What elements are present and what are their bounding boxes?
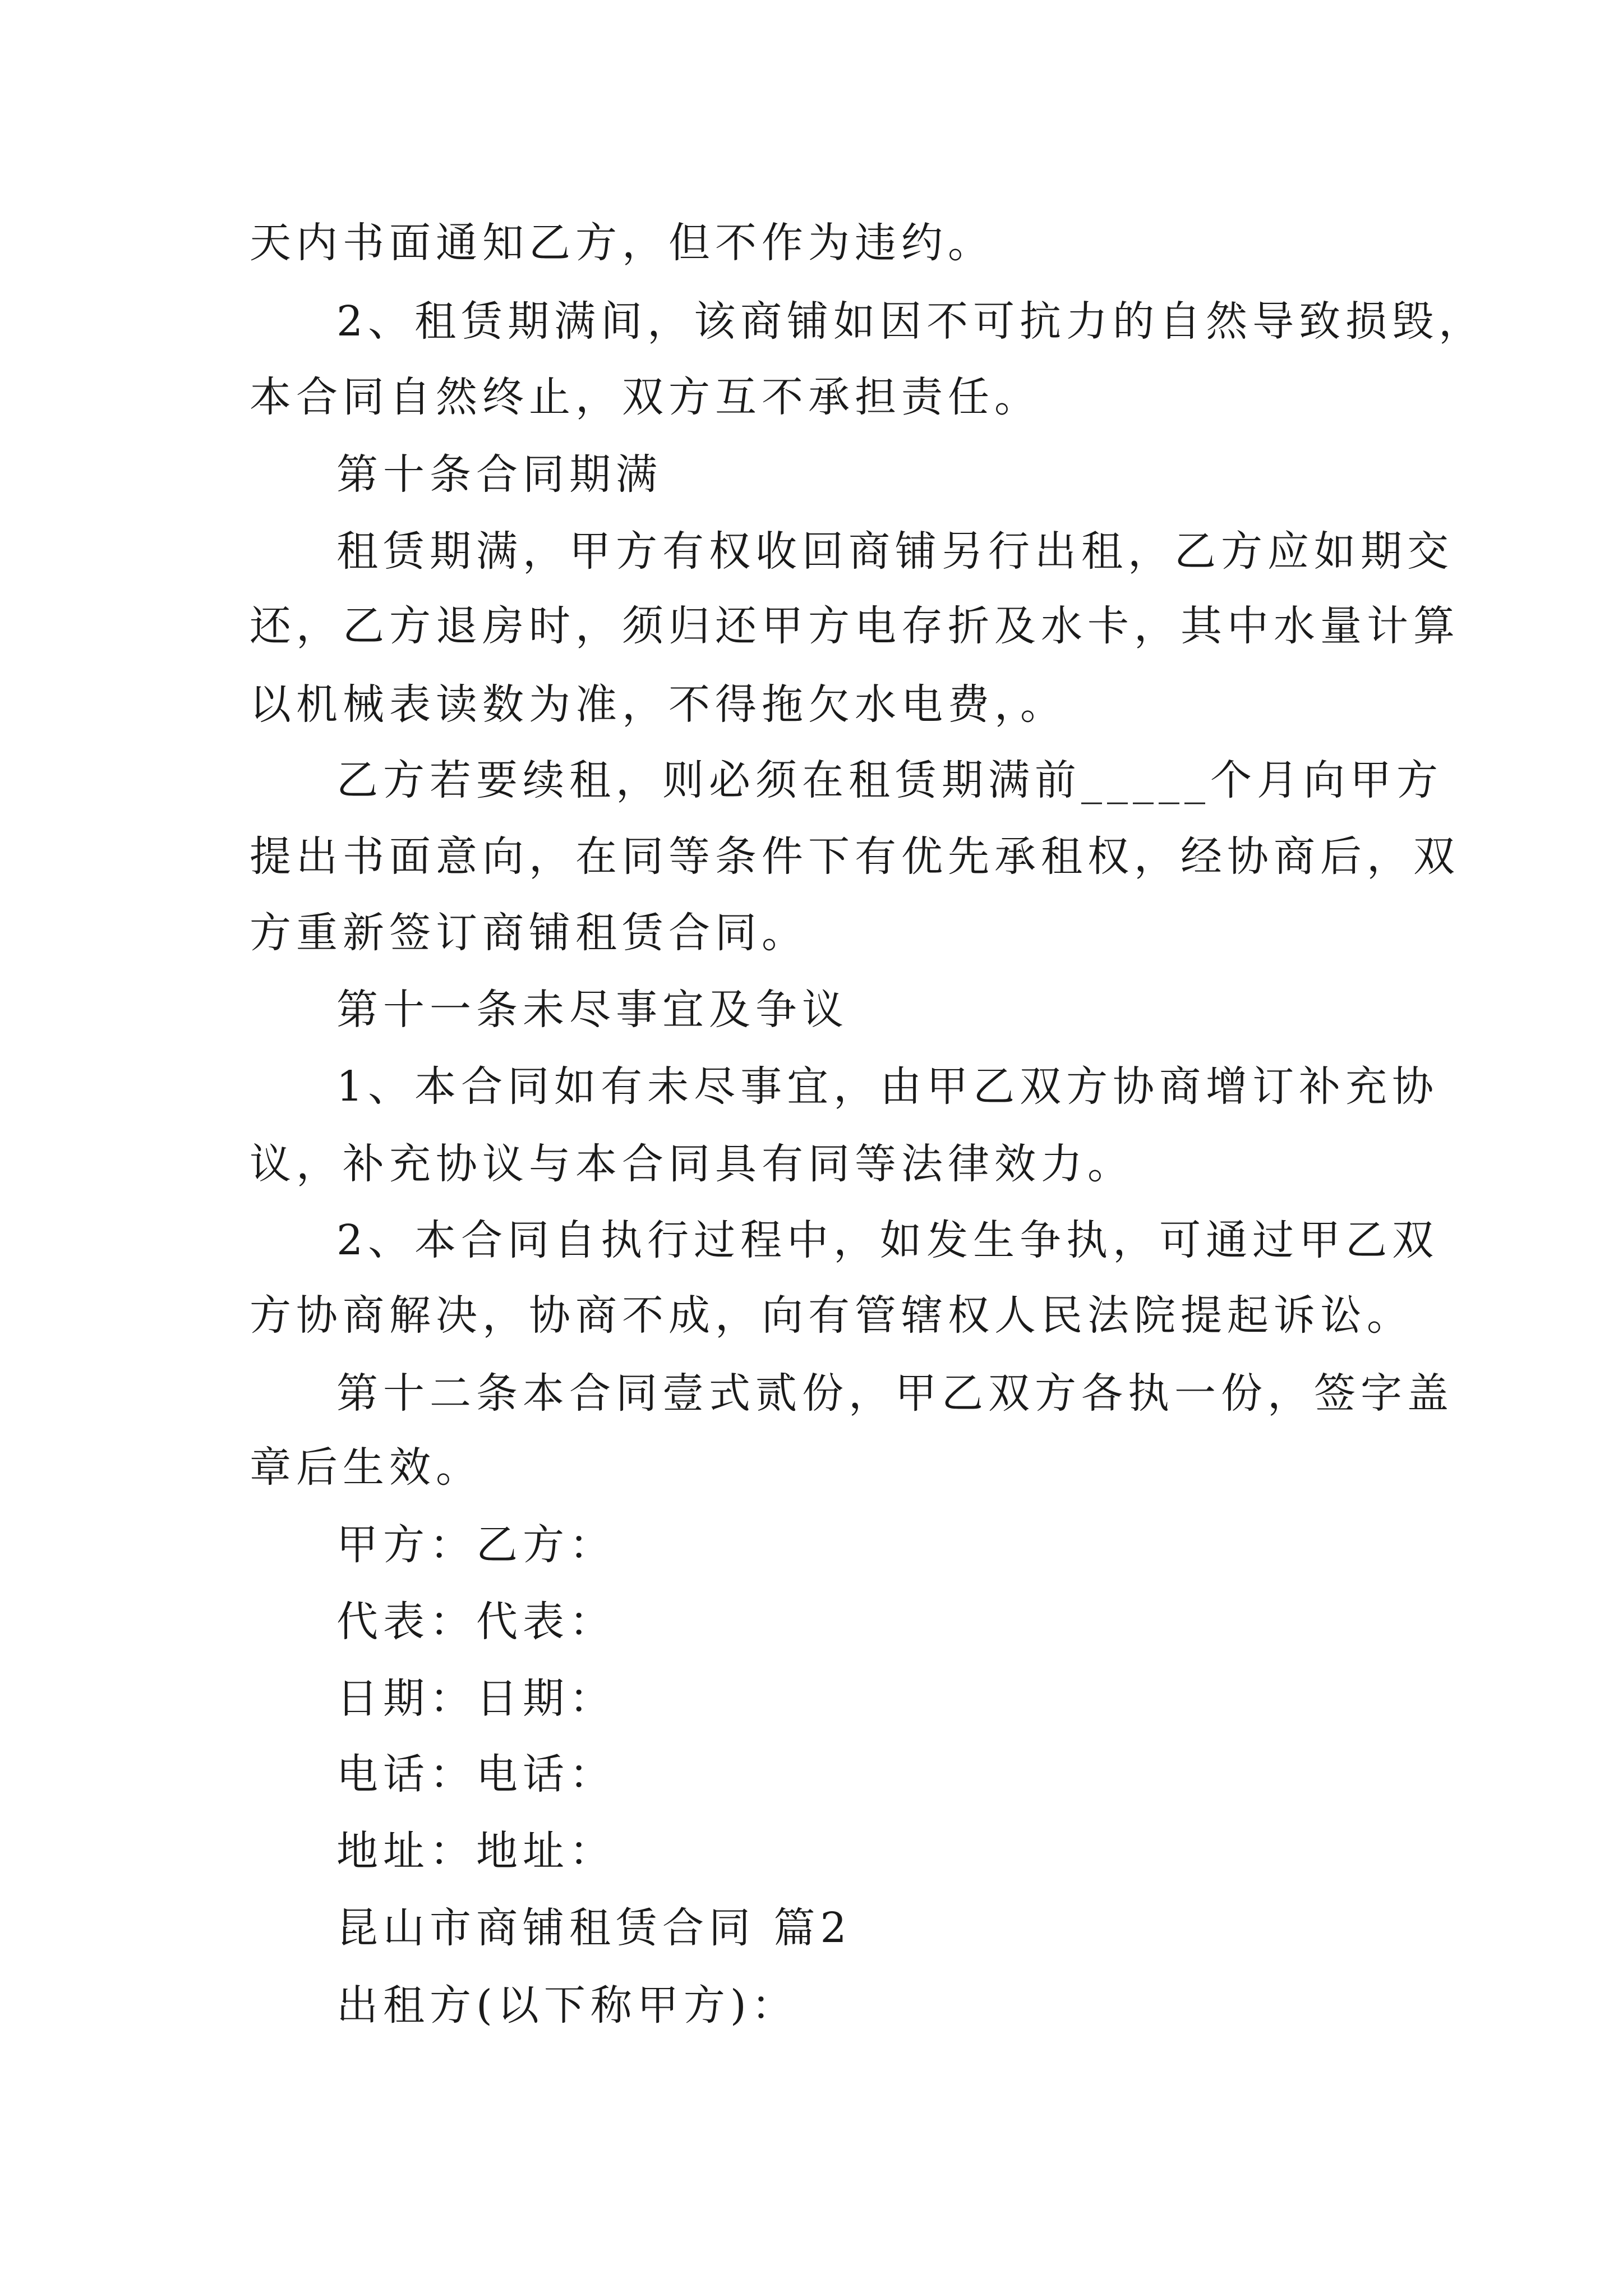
text-line-15: 方协商解决，协商不成，向有管辖权人民法院提起诉讼。 [250, 1291, 1413, 1340]
section-heading-12: 第十二条本合同壹式贰份，甲乙双方各执一份，签字盖 [336, 1369, 1454, 1418]
section-heading-10: 第十条合同期满 [336, 450, 662, 499]
text-line-5: 租赁期满，甲方有权收回商铺另行出租，乙方应如期交 [336, 527, 1454, 576]
text-line-12: 1、本合同如有未尽事宜，由甲乙双方协商增订补充协 [336, 1062, 1439, 1111]
signature-party-line: 甲方：乙方： [336, 1521, 616, 1569]
signature-address-line: 地址：地址： [336, 1827, 616, 1875]
text-line-1: 天内书面通知乙方，但不作为违约。 [250, 219, 994, 267]
text-line-10: 方重新签订商铺租赁合同。 [250, 909, 808, 957]
lessor-line: 出租方(以下称甲方)： [336, 1981, 798, 2030]
text-line-3: 本合同自然终止，双方互不承担责任。 [250, 373, 1041, 421]
text-line-13: 议，补充协议与本合同具有同等法律效力。 [250, 1140, 1134, 1188]
text-line-2: 2、租赁期满间，该商铺如因不可抗力的自然导致损毁， [336, 297, 1486, 346]
text-line-6: 还，乙方退房时，须归还甲方电存折及水卡，其中水量计算 [250, 602, 1460, 650]
signature-phone-line: 电话：电话： [336, 1750, 616, 1798]
contract-title-2: 昆山市商铺租赁合同 篇2 [336, 1904, 852, 1952]
signature-representative-line: 代表：代表： [336, 1598, 616, 1646]
signature-date-line: 日期：日期： [336, 1674, 616, 1723]
text-line-8: 乙方若要续租，则必须在租赁期满前_____个月向甲方 [336, 756, 1443, 804]
text-line-7: 以机械表读数为准，不得拖欠水电费，。 [250, 680, 1067, 729]
text-line-17: 章后生效。 [250, 1443, 482, 1492]
section-heading-11: 第十一条未尽事宜及争议 [336, 986, 849, 1034]
text-line-9: 提出书面意向，在同等条件下有优先承租权，经协商后，双 [250, 832, 1460, 881]
text-line-14: 2、本合同自执行过程中，如发生争执，可通过甲乙双 [336, 1216, 1439, 1264]
